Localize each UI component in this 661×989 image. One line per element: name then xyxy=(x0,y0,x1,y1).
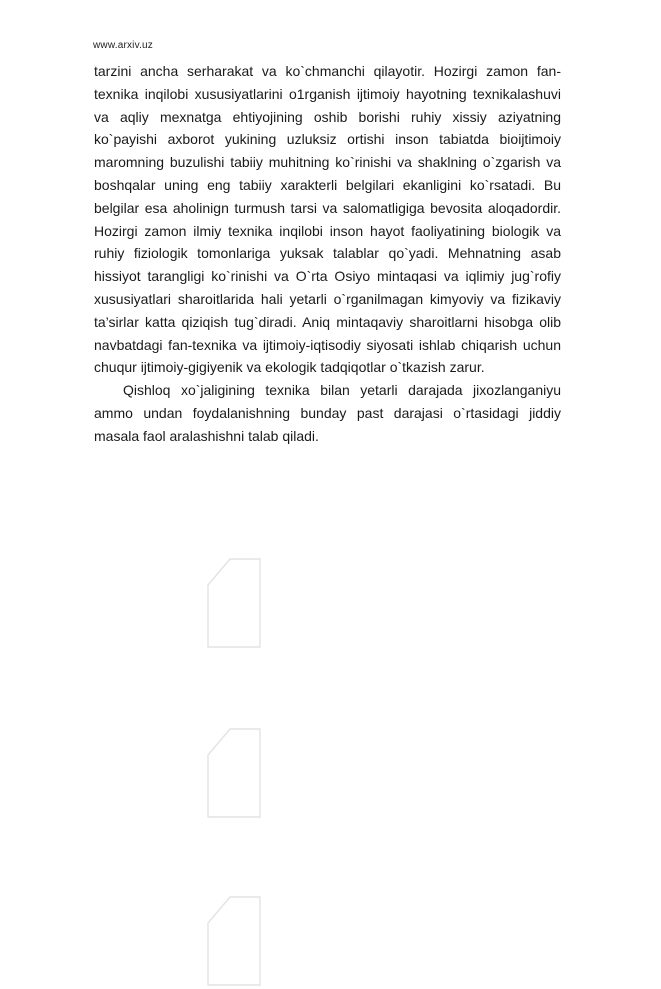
document-body xyxy=(94,60,561,448)
watermark-shape xyxy=(208,729,260,817)
watermark-icon xyxy=(200,725,270,821)
paragraph-2: Qishloq xo`jaligining texnika bilan yetarli darajada jixozlanganiyu ammo undan foydalanishning bunday past darajasi o`rtasidagi jiddiy masala faol aralashishni talab qiladi. xyxy=(94,382,561,444)
watermark-shape xyxy=(208,559,260,647)
watermark-icon xyxy=(200,555,270,651)
watermark-shape xyxy=(208,897,260,985)
site-url-header: www.arxiv.uz xyxy=(93,40,154,51)
watermark-icon xyxy=(200,893,270,989)
paragraph-1: tarzini ancha serharakat va ko`chmanchi qilayotir. Hozirgi zamon fan-texnika inqilobi xususiyatlarini o1rganish ijtimoiy hayotning texnikalashuvi va aqliy mexnatga ehtiyojining oshib borishi ruhiy xissiy aziyatning ko`payishi axborot yukining uzluksiz ortishi inson tabiatda bioijtimoiy maromning buzulishi tabiiy muhitning ko`rinishi va shaklning o`zgarish va boshqalar uning eng tabiiy xarakterli belgilari ekanligini ko`rsatadi. Bu belgilar esa aholinign turmush tarsi va salomatligiga bevosita aloqadordir. Hozirgi zamon ilmiy texnika inqilobi inson hayot faoliyatining biologik va ruhiy fiziologik tomonlariga yuksak talablar qo`yadi. Mehnatning asab hissiyot tarangligi ko`rinishi va O`rta Osiyo mintaqasi va iqlimiy jug`rofiy xususiyatlari sharoitlarida hali yetarli o`rganilmagan kimyoviy va fizikaviy ta’sirlar katta qiziqish tug`diradi. Aniq mintaqaviy sharoitlarni hisobga olib navbatdagi fan-texnika va ijtimoiy-iqtisodiy siyosati ishlab chiqarish uchun chuqur ijtimoiy-gigiyenik va ekologik tadqiqotlar o`tkazish zarur. xyxy=(94,63,561,376)
